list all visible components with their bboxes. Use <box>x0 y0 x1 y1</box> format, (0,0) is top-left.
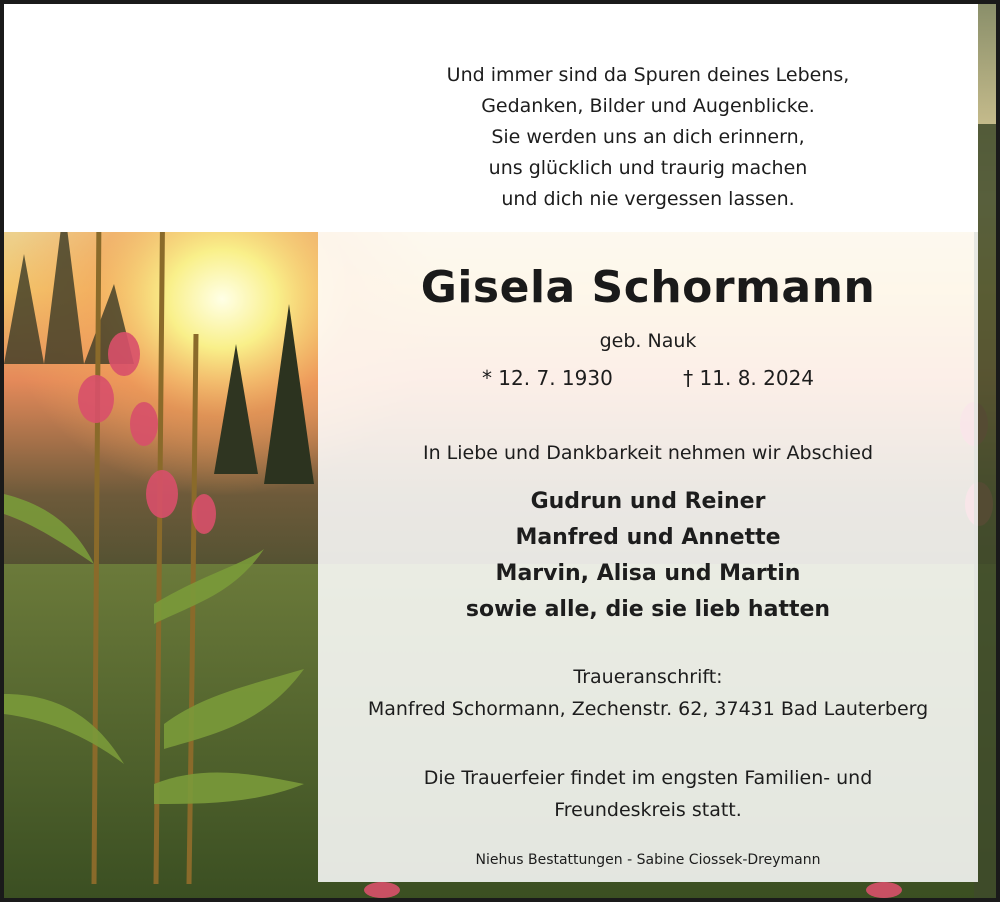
ceremony-line: Freundeskreis statt. <box>554 799 742 821</box>
verse-line: und dich nie vergessen lassen. <box>501 188 795 210</box>
verse-line: uns glücklich und traurig machen <box>488 157 808 179</box>
deceased-name: Gisela Schormann <box>420 262 876 313</box>
birth-date: * 12. 7. 1930 <box>481 366 613 390</box>
ceremony-note <box>318 762 978 826</box>
address-label: Traueranschrift: <box>573 666 723 688</box>
birth-name: geb. Nauk <box>599 330 697 352</box>
mourning-address: Manfred Schormann, Zechenstr. 62, 37431 Bad Lauterberg <box>367 698 929 720</box>
memorial-verse <box>318 60 978 215</box>
mourner-line: sowie alle, die sie lieb hatten <box>465 597 831 622</box>
verse-line: Gedanken, Bilder und Augenblicke. <box>481 95 815 117</box>
life-dates <box>318 366 978 390</box>
farewell-line: In Liebe und Dankbarkeit nehmen wir Abschied <box>422 442 874 464</box>
death-date: † 11. 8. 2024 <box>683 366 815 390</box>
mourner-line: Manfred und Annette <box>515 525 781 550</box>
mourner-line: Marvin, Alisa und Martin <box>495 561 801 586</box>
undertaker-credit: Niehus Bestattungen - Sabine Ciossek-Dreymann <box>475 852 821 868</box>
notice-text <box>318 4 978 882</box>
mourner-line: Gudrun und Reiner <box>530 489 766 514</box>
verse-line: Und immer sind da Spuren deines Lebens, <box>446 64 850 86</box>
verse-line: Sie werden uns an dich erinnern, <box>491 126 805 148</box>
ceremony-line: Die Trauerfeier findet im engsten Familien- und <box>423 767 873 789</box>
mourners-list <box>318 484 978 628</box>
